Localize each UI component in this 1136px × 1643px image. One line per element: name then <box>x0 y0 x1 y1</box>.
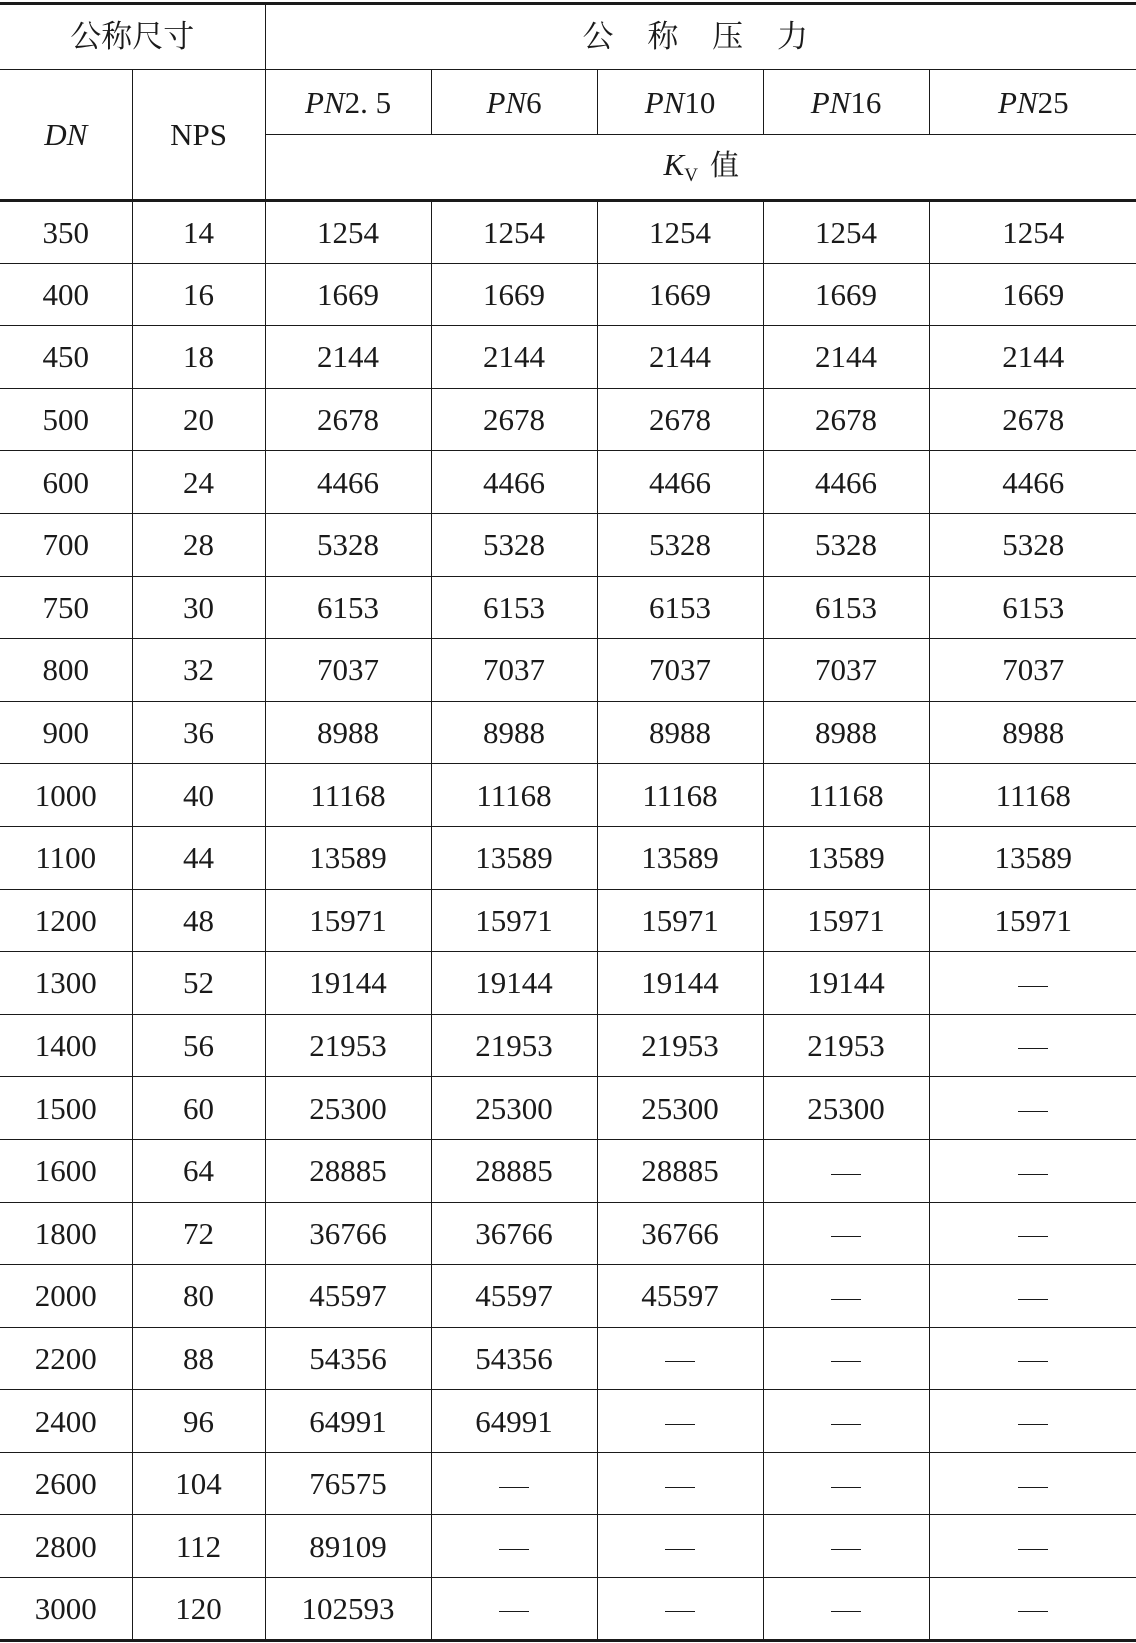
pn-prefix: PN <box>304 84 345 120</box>
kv-symbol: K <box>663 147 685 182</box>
nps-cell: 30 <box>132 576 265 639</box>
table-row <box>0 326 1136 389</box>
table-row <box>0 1014 1136 1077</box>
nps-cell: 56 <box>132 1014 265 1077</box>
kv-suffix: 值 <box>709 148 739 182</box>
kv-cell: 7037 <box>929 639 1136 702</box>
empty-cell <box>763 1390 929 1453</box>
empty-dash <box>499 1611 529 1612</box>
dn-cell: 2400 <box>0 1390 132 1453</box>
empty-cell <box>929 1452 1136 1515</box>
dn-cell: 1800 <box>0 1202 132 1265</box>
kv-cell: 21953 <box>265 1014 431 1077</box>
dn-cell: 800 <box>0 639 132 702</box>
dn-column-header: DN <box>0 70 132 201</box>
kv-cell: 13589 <box>929 826 1136 889</box>
dn-cell: 400 <box>0 263 132 326</box>
empty-dash <box>831 1236 861 1237</box>
table-row <box>0 201 1136 264</box>
empty-cell <box>597 1327 763 1390</box>
table-row <box>0 639 1136 702</box>
empty-dash <box>831 1174 861 1175</box>
kv-cell: 89109 <box>265 1515 431 1578</box>
kv-cell: 102593 <box>265 1578 431 1641</box>
kv-cell: 6153 <box>431 576 597 639</box>
nps-cell: 104 <box>132 1452 265 1515</box>
empty-dash <box>1018 1611 1048 1612</box>
kv-cell: 64991 <box>265 1390 431 1453</box>
kv-cell: 4466 <box>763 451 929 514</box>
nps-cell: 80 <box>132 1265 265 1328</box>
kv-cell: 8988 <box>431 701 597 764</box>
nps-cell: 40 <box>132 764 265 827</box>
kv-cell: 64991 <box>431 1390 597 1453</box>
kv-cell: 1254 <box>763 201 929 264</box>
kv-cell: 25300 <box>597 1077 763 1140</box>
empty-dash <box>831 1361 861 1362</box>
table-row <box>0 1077 1136 1140</box>
kv-cell: 21953 <box>597 1014 763 1077</box>
table-row <box>0 1139 1136 1202</box>
kv-cell: 21953 <box>431 1014 597 1077</box>
kv-cell: 15971 <box>431 889 597 952</box>
table-row <box>0 826 1136 889</box>
empty-cell <box>597 1578 763 1641</box>
dn-cell: 2200 <box>0 1327 132 1390</box>
kv-cell: 13589 <box>597 826 763 889</box>
kv-cell: 8988 <box>265 701 431 764</box>
table-row <box>0 451 1136 514</box>
kv-cell: 13589 <box>265 826 431 889</box>
empty-dash <box>665 1424 695 1425</box>
kv-cell: 2144 <box>597 326 763 389</box>
empty-dash <box>1018 1048 1048 1049</box>
kv-cell: 28885 <box>597 1139 763 1202</box>
kv-cell: 4466 <box>265 451 431 514</box>
header-row-2 <box>0 70 1136 135</box>
empty-cell <box>597 1390 763 1453</box>
dn-cell: 1400 <box>0 1014 132 1077</box>
kv-cell: 2678 <box>929 388 1136 451</box>
pn-prefix: PN <box>644 84 685 120</box>
empty-cell <box>597 1452 763 1515</box>
table-row <box>0 1578 1136 1641</box>
pn-value: 10 <box>684 84 716 120</box>
kv-cell: 8988 <box>929 701 1136 764</box>
nps-cell: 14 <box>132 201 265 264</box>
nps-cell: 24 <box>132 451 265 514</box>
nps-cell: 120 <box>132 1578 265 1641</box>
nps-cell: 64 <box>132 1139 265 1202</box>
kv-cell: 2144 <box>929 326 1136 389</box>
empty-dash <box>499 1549 529 1550</box>
empty-cell <box>929 1578 1136 1641</box>
empty-cell <box>431 1515 597 1578</box>
kv-cell: 36766 <box>431 1202 597 1265</box>
table-row <box>0 1452 1136 1515</box>
kv-cell: 25300 <box>431 1077 597 1140</box>
pressure-class-header <box>763 70 929 135</box>
dn-cell: 2000 <box>0 1265 132 1328</box>
kv-cell: 45597 <box>431 1265 597 1328</box>
empty-cell <box>929 1327 1136 1390</box>
kv-cell: 76575 <box>265 1452 431 1515</box>
kv-cell: 4466 <box>929 451 1136 514</box>
kv-cell: 2678 <box>431 388 597 451</box>
pn-value: 2. 5 <box>344 84 392 120</box>
kv-cell: 2678 <box>597 388 763 451</box>
empty-cell <box>929 1515 1136 1578</box>
empty-cell <box>763 1327 929 1390</box>
kv-cell: 15971 <box>597 889 763 952</box>
kv-cell: 28885 <box>431 1139 597 1202</box>
empty-dash <box>1018 1487 1048 1488</box>
empty-cell <box>929 1014 1136 1077</box>
dn-cell: 1600 <box>0 1139 132 1202</box>
dn-cell: 3000 <box>0 1578 132 1641</box>
kv-cell: 2144 <box>431 326 597 389</box>
empty-dash <box>1018 1174 1048 1175</box>
header-row-1 <box>0 4 1136 70</box>
kv-cell: 2144 <box>265 326 431 389</box>
empty-cell <box>763 1202 929 1265</box>
kv-cell: 6153 <box>597 576 763 639</box>
kv-cell: 28885 <box>265 1139 431 1202</box>
kv-cell: 36766 <box>265 1202 431 1265</box>
kv-cell: 45597 <box>597 1265 763 1328</box>
kv-value-header <box>265 135 1136 201</box>
dn-cell: 1100 <box>0 826 132 889</box>
kv-cell: 2144 <box>763 326 929 389</box>
nps-cell: 72 <box>132 1202 265 1265</box>
empty-dash <box>831 1299 861 1300</box>
kv-cell: 2678 <box>265 388 431 451</box>
nps-cell: 18 <box>132 326 265 389</box>
dn-cell: 2800 <box>0 1515 132 1578</box>
pn-prefix: PN <box>810 84 851 120</box>
kv-cell: 7037 <box>763 639 929 702</box>
kv-cell: 45597 <box>265 1265 431 1328</box>
dn-cell: 600 <box>0 451 132 514</box>
kv-cell: 13589 <box>763 826 929 889</box>
empty-dash <box>1018 1299 1048 1300</box>
kv-cell: 15971 <box>265 889 431 952</box>
kv-cell: 25300 <box>763 1077 929 1140</box>
kv-cell: 36766 <box>597 1202 763 1265</box>
nps-cell: 112 <box>132 1515 265 1578</box>
dn-cell: 350 <box>0 201 132 264</box>
dn-cell: 900 <box>0 701 132 764</box>
kv-value-table <box>0 2 1136 1642</box>
dn-cell: 2600 <box>0 1452 132 1515</box>
empty-dash <box>499 1487 529 1488</box>
kv-cell: 19144 <box>431 952 597 1015</box>
kv-cell: 7037 <box>265 639 431 702</box>
table-row <box>0 1327 1136 1390</box>
dn-cell: 1300 <box>0 952 132 1015</box>
kv-cell: 1254 <box>265 201 431 264</box>
dn-cell: 1500 <box>0 1077 132 1140</box>
kv-cell: 54356 <box>265 1327 431 1390</box>
empty-cell <box>763 1452 929 1515</box>
table-row <box>0 1202 1136 1265</box>
table-body <box>0 201 1136 1641</box>
kv-cell: 7037 <box>431 639 597 702</box>
kv-cell: 4466 <box>431 451 597 514</box>
kv-cell: 15971 <box>929 889 1136 952</box>
empty-cell <box>929 952 1136 1015</box>
table-row <box>0 764 1136 827</box>
kv-cell: 6153 <box>265 576 431 639</box>
empty-cell <box>763 1139 929 1202</box>
dn-cell: 750 <box>0 576 132 639</box>
table-row <box>0 388 1136 451</box>
empty-dash <box>1018 1111 1048 1112</box>
dn-cell: 1200 <box>0 889 132 952</box>
kv-subscript: V <box>684 165 698 186</box>
empty-cell <box>763 1578 929 1641</box>
nps-cell: 16 <box>132 263 265 326</box>
dn-cell: 450 <box>0 326 132 389</box>
nps-cell: 52 <box>132 952 265 1015</box>
table-row <box>0 576 1136 639</box>
table-header <box>0 4 1136 201</box>
empty-dash <box>665 1487 695 1488</box>
kv-cell: 2678 <box>763 388 929 451</box>
empty-cell <box>597 1515 763 1578</box>
empty-dash <box>1018 1361 1048 1362</box>
empty-cell <box>431 1452 597 1515</box>
kv-cell: 5328 <box>763 513 929 576</box>
kv-cell: 6153 <box>929 576 1136 639</box>
empty-cell <box>929 1390 1136 1453</box>
dn-cell: 500 <box>0 388 132 451</box>
kv-cell: 1254 <box>597 201 763 264</box>
kv-cell: 19144 <box>597 952 763 1015</box>
nps-cell: 88 <box>132 1327 265 1390</box>
table-row <box>0 952 1136 1015</box>
empty-dash <box>1018 1236 1048 1237</box>
empty-dash <box>665 1611 695 1612</box>
table-row <box>0 263 1136 326</box>
kv-cell: 11168 <box>431 764 597 827</box>
kv-cell: 1669 <box>763 263 929 326</box>
kv-cell: 25300 <box>265 1077 431 1140</box>
table-row <box>0 513 1136 576</box>
nps-cell: 96 <box>132 1390 265 1453</box>
kv-cell: 1254 <box>431 201 597 264</box>
empty-cell <box>763 1515 929 1578</box>
table-row <box>0 889 1136 952</box>
kv-cell: 15971 <box>763 889 929 952</box>
kv-cell: 1254 <box>929 201 1136 264</box>
kv-cell: 4466 <box>597 451 763 514</box>
empty-cell <box>929 1077 1136 1140</box>
kv-cell: 8988 <box>597 701 763 764</box>
kv-cell: 13589 <box>431 826 597 889</box>
kv-cell: 1669 <box>431 263 597 326</box>
kv-cell: 21953 <box>763 1014 929 1077</box>
kv-cell: 8988 <box>763 701 929 764</box>
kv-cell: 11168 <box>763 764 929 827</box>
kv-cell: 19144 <box>265 952 431 1015</box>
empty-cell <box>929 1202 1136 1265</box>
pn-value: 25 <box>1037 84 1069 120</box>
pressure-class-header <box>597 70 763 135</box>
empty-dash <box>1018 986 1048 987</box>
empty-dash <box>831 1487 861 1488</box>
kv-cell: 6153 <box>763 576 929 639</box>
empty-dash <box>1018 1549 1048 1550</box>
pn-value: 6 <box>526 84 542 120</box>
pressure-class-header <box>431 70 597 135</box>
nps-column-header: NPS <box>132 70 265 201</box>
nps-cell: 60 <box>132 1077 265 1140</box>
table-row <box>0 701 1136 764</box>
empty-cell <box>431 1578 597 1641</box>
empty-dash <box>665 1361 695 1362</box>
empty-dash <box>831 1549 861 1550</box>
empty-cell <box>929 1265 1136 1328</box>
kv-cell: 7037 <box>597 639 763 702</box>
nps-cell: 28 <box>132 513 265 576</box>
kv-cell: 1669 <box>597 263 763 326</box>
nominal-pressure-header: 公 称 压 力 <box>265 4 1136 70</box>
nps-cell: 20 <box>132 388 265 451</box>
pn-prefix: PN <box>486 84 527 120</box>
pn-prefix: PN <box>997 84 1038 120</box>
empty-dash <box>831 1611 861 1612</box>
empty-cell <box>929 1139 1136 1202</box>
empty-cell <box>763 1265 929 1328</box>
table-row <box>0 1390 1136 1453</box>
kv-cell: 5328 <box>597 513 763 576</box>
nominal-size-header: 公称尺寸 <box>0 4 265 70</box>
kv-cell: 5328 <box>431 513 597 576</box>
kv-cell: 11168 <box>597 764 763 827</box>
dn-cell: 1000 <box>0 764 132 827</box>
dn-cell: 700 <box>0 513 132 576</box>
nps-cell: 36 <box>132 701 265 764</box>
kv-cell: 11168 <box>929 764 1136 827</box>
kv-cell: 5328 <box>929 513 1136 576</box>
empty-dash <box>1018 1424 1048 1425</box>
nps-cell: 32 <box>132 639 265 702</box>
pressure-class-header <box>929 70 1136 135</box>
table-row <box>0 1265 1136 1328</box>
pn-value: 16 <box>850 84 882 120</box>
kv-cell: 54356 <box>431 1327 597 1390</box>
kv-cell: 1669 <box>265 263 431 326</box>
kv-cell: 5328 <box>265 513 431 576</box>
empty-dash <box>665 1549 695 1550</box>
pressure-class-header <box>265 70 431 135</box>
table-row <box>0 1515 1136 1578</box>
nps-cell: 48 <box>132 889 265 952</box>
nps-cell: 44 <box>132 826 265 889</box>
kv-cell: 1669 <box>929 263 1136 326</box>
kv-cell: 11168 <box>265 764 431 827</box>
kv-cell: 19144 <box>763 952 929 1015</box>
empty-dash <box>831 1424 861 1425</box>
